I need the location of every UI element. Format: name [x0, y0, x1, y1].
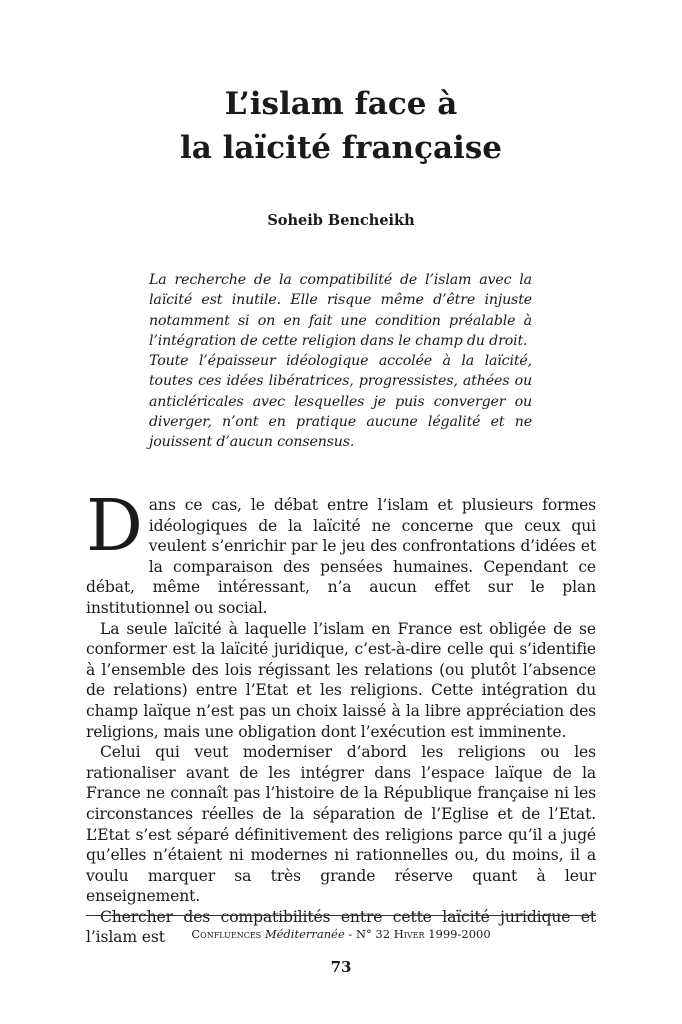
- issue-number: - N° 32: [348, 927, 391, 941]
- abstract-paragraph: Toute l’épaisseur idéologique accolée à la laïcité, toutes ces idées libératrices, progressistes, athées ou anticléricales avec lesquelles je puis converger ou diverger, n’ont en pratique aucune légalité et ne jouissent d’aucun consensus.: [149, 353, 532, 451]
- article-body: [86, 484, 596, 948]
- body-paragraph: La seule laïcité à laquelle l’islam en France est obligée de se conformer est la laïcité juridique, c’est-à-dire celle qui s’identifie à l’ensemble des lois régissant les relations (ou plutôt l’absence de relations) entre l’Etat et les religions. Cette intégration du champ laïque n’est pas un choix laissé à la libre appréciation des religions, mais une obligation dont l’exécution est imminente.: [86, 619, 596, 741]
- abstract-paragraph: La recherche de la compatibilité de l’islam avec la laïcité est inutile. Elle risque même d’être injuste notamment si on en fait une condition préalable à l’intégration de cette religion dans le champ du droit.: [149, 272, 532, 349]
- journal-name-italic: Méditerranée: [264, 927, 345, 941]
- issue-years: 1999-2000: [428, 927, 491, 941]
- issue-season: Hiver: [393, 927, 425, 941]
- body-paragraph: Celui qui veut moderniser d’abord les religions ou les rationaliser avant de les intégrer dans l’espace laïque de la France ne connaît pas l’histoire de la République française ni les circonstances réelles de la séparation de l’Eglise et de l’Etat. L’Etat s’est séparé définitivement des religions parce qu’il a jugé qu’elles n’étaient ni modernes ni rationnelles ou, du moins, il a voulu marquer sa très grande réserve quant à leur enseignement.: [86, 743, 596, 906]
- journal-footer: [0, 927, 682, 941]
- drop-cap: D: [86, 484, 143, 567]
- body-paragraph: [86, 484, 596, 619]
- title-line-1: L’islam face à: [224, 86, 458, 122]
- body-paragraph: Chercher des compatibilités entre cette laïcité juridique et l’islam est: [86, 907, 596, 947]
- body-paragraph-text: ans ce cas, le débat entre l’islam et plusieurs formes idéologiques de la laïcité ne concerne que ceux qui veulent s’enrichir par le jeu des confrontations d’idées et la comparaison des pensées humaines. Cependant ce débat, même intéressant, n’a aucun effet sur le plan institutionnel ou social.: [86, 496, 596, 617]
- article-title: [0, 82, 682, 170]
- footer-rule: [86, 915, 596, 916]
- page-number: 73: [330, 958, 352, 976]
- title-line-2: la laïcité française: [180, 130, 502, 166]
- journal-name: Confluences: [191, 927, 262, 941]
- abstract: [149, 270, 532, 453]
- author-name: Soheib Bencheikh: [267, 212, 415, 229]
